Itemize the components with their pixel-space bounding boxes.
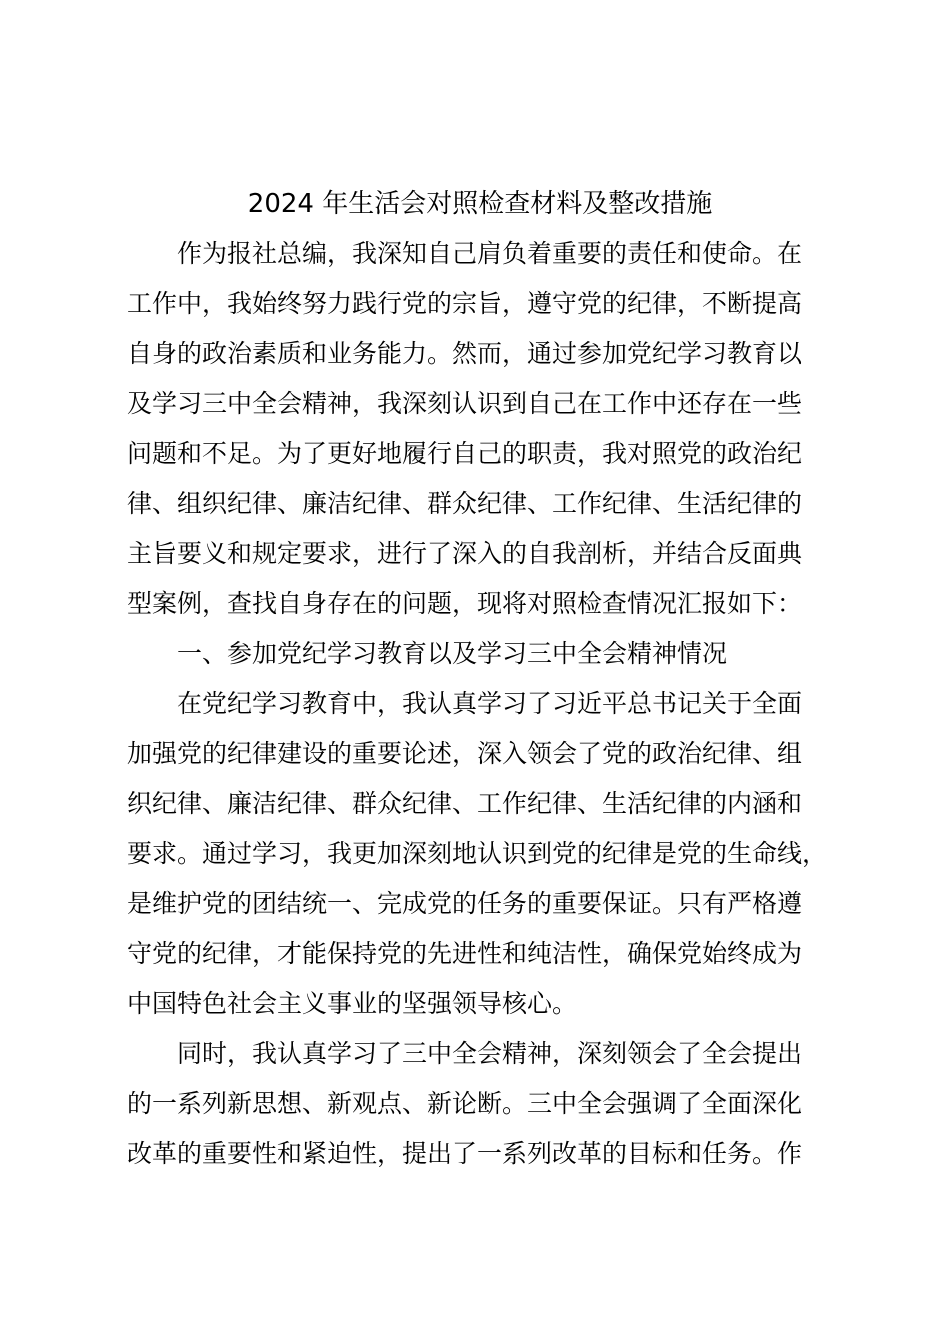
paragraph-line: 同时，我认真学习了三中全会精神，深刻领会了全会提出 [177,1039,803,1068]
paragraph-line: 作为报社总编，我深知自己肩负着重要的责任和使命。在 [177,239,803,268]
paragraph-line: 加强党的纪律建设的重要论述，深入领会了党的政治纪律、组 [127,739,803,768]
paragraph-line: 问题和不足。为了更好地履行自己的职责，我对照党的政治纪 [127,439,803,468]
paragraph-line: 自身的政治素质和业务能力。然而，通过参加党纪学习教育以 [127,339,803,368]
paragraph-line: 守党的纪律，才能保持党的先进性和纯洁性，确保党始终成为 [127,939,803,968]
paragraph-line: 中国特色社会主义事业的坚强领导核心。 [127,989,578,1018]
paragraph-line: 的一系列新思想、新观点、新论断。三中全会强调了全面深化 [127,1089,803,1118]
paragraph-line: 工作中，我始终努力践行党的宗旨，遵守党的纪律，不断提高 [127,289,803,318]
paragraph-line: 律、组织纪律、廉洁纪律、群众纪律、工作纪律、生活纪律的 [127,489,803,518]
paragraph-line: 主旨要义和规定要求，进行了深入的自我剖析，并结合反面典 [127,539,803,568]
document-title: 2024 年生活会对照检查材料及整改措施 [247,189,713,219]
paragraph-line: 在党纪学习教育中，我认真学习了习近平总书记关于全面 [177,689,803,718]
section-heading: 一、参加党纪学习教育以及学习三中全会精神情况 [177,639,728,668]
paragraph-line: 型案例，查找自身存在的问题，现将对照检查情况汇报如下： [127,589,803,618]
paragraph-line: 织纪律、廉洁纪律、群众纪律、工作纪律、生活纪律的内涵和 [127,789,803,818]
paragraph-line: 及学习三中全会精神，我深刻认识到自己在工作中还存在一些 [127,389,803,418]
paragraph-line: 改革的重要性和紧迫性，提出了一系列改革的目标和任务。作 [127,1139,803,1168]
paragraph-line: 是维护党的团结统一、完成党的任务的重要保证。只有严格遵 [127,889,803,918]
paragraph-line: 要求。通过学习，我更加深刻地认识到党的纪律是党的生命线， [127,839,828,868]
